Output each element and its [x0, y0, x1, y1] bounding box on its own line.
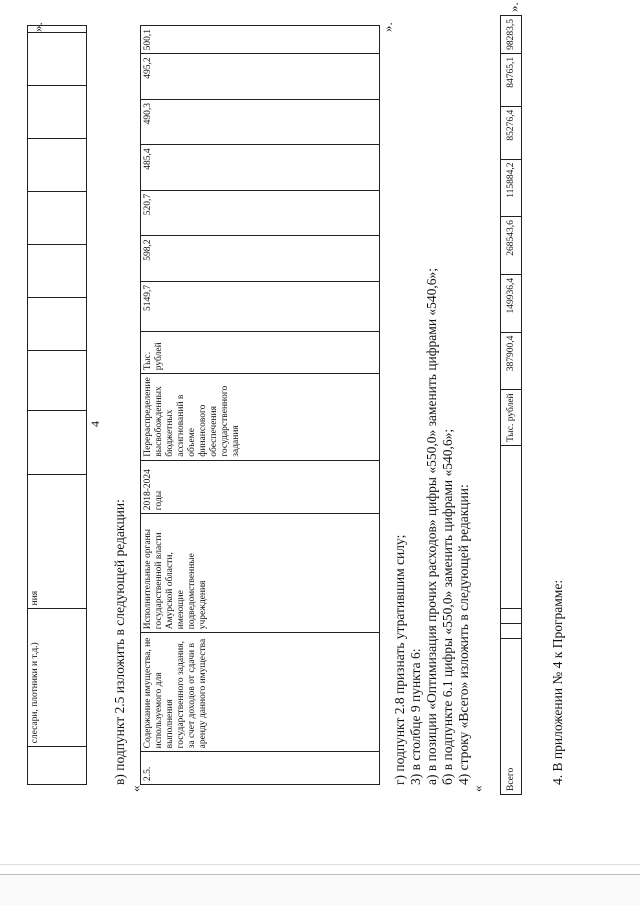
table-row-2-5: [140, 25, 380, 785]
row-name: Содержание имущества, не используемого для выполнения государственного задания, за счет доходов от сдачи в аренду данного имущества: [141, 633, 380, 752]
total-unit: Тыс. рублей: [501, 390, 522, 446]
item-4-total: 4) строку «Всего» изложить в следующей редакции:: [456, 484, 471, 785]
item-3: 3) в столбце 9 пункта 6:: [408, 648, 423, 785]
opening-quote: «: [128, 785, 143, 792]
paragraph-v: в) подпункт 2.5 изложить в следующей редакции:: [112, 499, 127, 785]
prev-table-cell: [28, 86, 87, 139]
total-value: 98283,5: [501, 16, 522, 54]
page-scan-edge-inner: [0, 864, 640, 875]
prev-table-cell: [28, 410, 87, 475]
prev-table-cell: [28, 192, 87, 245]
row-value: 5149,7: [141, 281, 380, 331]
prev-table-cell: [28, 747, 87, 785]
row-period: 2018-2024 годы: [141, 460, 380, 513]
prev-table-closing-quote: ».: [30, 22, 45, 32]
prev-table-fragment: [27, 25, 87, 785]
opening-quote-2: «: [470, 785, 485, 792]
prev-table-cell: [28, 351, 87, 411]
total-value: 84765,1: [501, 53, 522, 106]
total-row-table: [500, 15, 522, 795]
row-number: 2.5.: [141, 752, 380, 785]
prev-table-cell: [28, 33, 87, 86]
total-value: 85276,4: [501, 106, 522, 159]
total-empty-cell: [501, 608, 522, 623]
prev-table-cell-workers: слесари, плотники и т.д.): [28, 609, 87, 747]
row-closing-quote: ».: [380, 22, 395, 32]
row-result: Перераспределение высвобожденных бюджетных ассигнований в объеме финансового обеспечения государственного задания: [141, 374, 380, 461]
item-4: 4. В приложении № 4 к Программе:: [550, 579, 565, 785]
item-a: а) в позиции «Оптимизация прочих расходов» цифры «550,0» заменить цифрами «540,6»;: [424, 267, 439, 785]
row-value: 485,4: [141, 145, 380, 190]
total-empty-cell: [501, 445, 522, 608]
row-value: 520,7: [141, 190, 380, 235]
page-number: 4: [88, 421, 102, 427]
total-value: 387900,4: [501, 332, 522, 390]
prev-table-cell: [28, 298, 87, 351]
row-executor: Исполнительные органы государственной власти Амурской области, имеющие подведомственные учреждения: [141, 514, 380, 633]
item-b: б) в подпункте 6.1 цифры «550,0» заменить цифрами «540,6»;: [440, 428, 455, 785]
total-value: 149936,4: [501, 274, 522, 332]
row-value: 490,3: [141, 99, 380, 144]
total-label: Всего: [501, 638, 522, 794]
row-unit: Тыс. рублей: [141, 331, 380, 374]
total-closing-quote: ».: [506, 2, 521, 12]
row-value: 500,1: [141, 26, 380, 54]
prev-table-cell: [28, 245, 87, 298]
item-g: г) подпункт 2.8 признать утратившим силу;: [392, 534, 407, 785]
total-value: 268543,6: [501, 217, 522, 275]
total-empty-cell: [501, 623, 522, 638]
row-value: 598,2: [141, 236, 380, 281]
prev-table-cell: [28, 139, 87, 192]
total-value: 115884,2: [501, 159, 522, 217]
row-value: 495,2: [141, 54, 380, 100]
prev-table-cell-suffix: ния: [28, 475, 87, 609]
page-scan-edge: [0, 874, 640, 905]
